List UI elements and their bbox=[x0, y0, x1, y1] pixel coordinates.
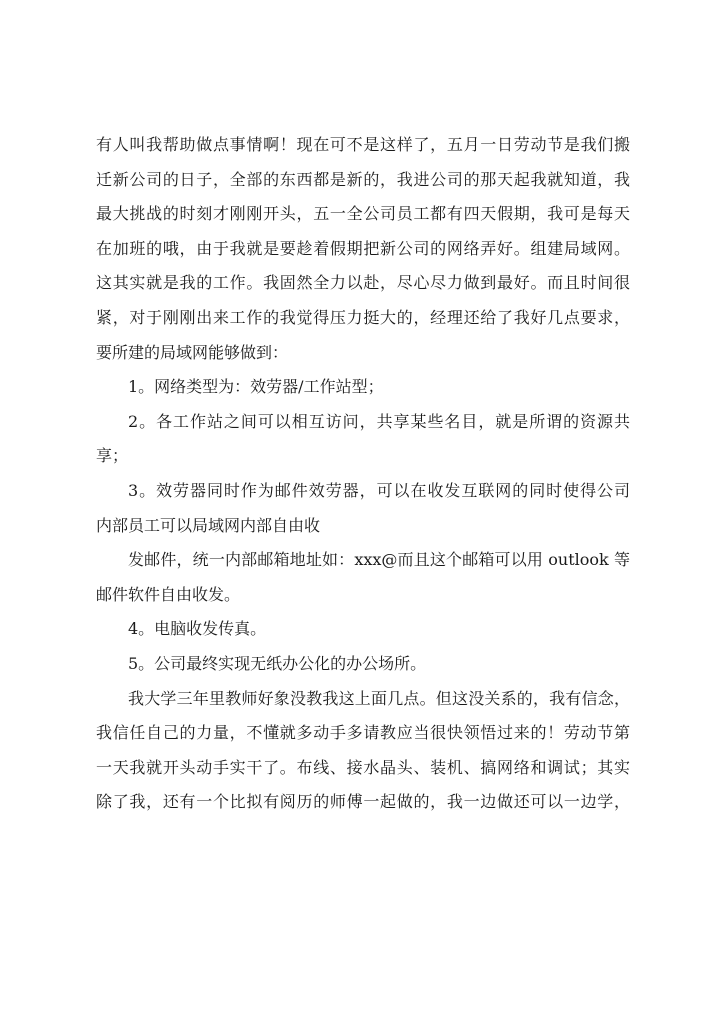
paragraph-line: 最大挑战的时刻才刚刚开头，五一全公司员工都有四天假期，我可是每天 bbox=[96, 204, 630, 224]
list-item-3: 3。效劳器同时作为邮件效劳器，可以在收发互联网的同时使得公司 bbox=[128, 480, 630, 500]
paragraph-line: 除了我，还有一个比拟有阅历的师傅一起做的，我一边做还可以一边学， bbox=[96, 792, 630, 812]
document-page bbox=[96, 128, 630, 820]
paragraph-line: 我信任自己的力量，不懂就多动手多请教应当很快领悟过来的！劳动节第 bbox=[96, 723, 630, 743]
list-item-2: 2。各工作站之间可以相互访问，共享某些名目，就是所谓的资源共 bbox=[128, 411, 630, 431]
paragraph-line: 紧，对于刚刚出来工作的我觉得压力挺大的，经理还给了我好几点要求， bbox=[96, 307, 630, 327]
paragraph-line: 要所建的局域网能够做到： bbox=[96, 342, 289, 362]
paragraph-line: 这其实就是我的工作。我固然全力以赴，尽心尽力做到最好。而且时间很 bbox=[96, 273, 630, 293]
paragraph-line: 有人叫我帮助做点事情啊！现在可不是这样了，五月一日劳动节是我们搬 bbox=[96, 135, 630, 154]
paragraph-line: 在加班的哦，由于我就是要趁着假期把新公司的网络弄好。组建局域网。 bbox=[96, 238, 630, 258]
list-item-1: 1。网络类型为：效劳器/工作站型； bbox=[128, 377, 384, 397]
paragraph-line: 一天我就开头动手实干了。布线、接水晶头、装机、搞网络和调试；其实 bbox=[96, 757, 630, 777]
list-item-5: 5。公司最终实现无纸办公化的办公场所。 bbox=[128, 653, 427, 673]
list-item-3-continuation: 内部员工可以局域网内部自由收 bbox=[96, 515, 321, 535]
paragraph-line: 迁新公司的日子，全部的东西都是新的，我进公司的那天起我就知道，我 bbox=[96, 169, 630, 189]
list-item-4: 4。电脑收发传真。 bbox=[128, 619, 267, 639]
list-item-2-continuation: 享； bbox=[96, 446, 129, 466]
list-item-3-continuation: 邮件软件自由收发。 bbox=[96, 584, 241, 604]
list-item-3-continuation: 发邮件，统一内部邮箱地址如：xxx@而且这个邮箱可以用 outlook 等 bbox=[128, 550, 630, 570]
paragraph-line: 我大学三年里教师好象没教我这上面几点。但这没关系的，我有信念， bbox=[128, 688, 630, 708]
